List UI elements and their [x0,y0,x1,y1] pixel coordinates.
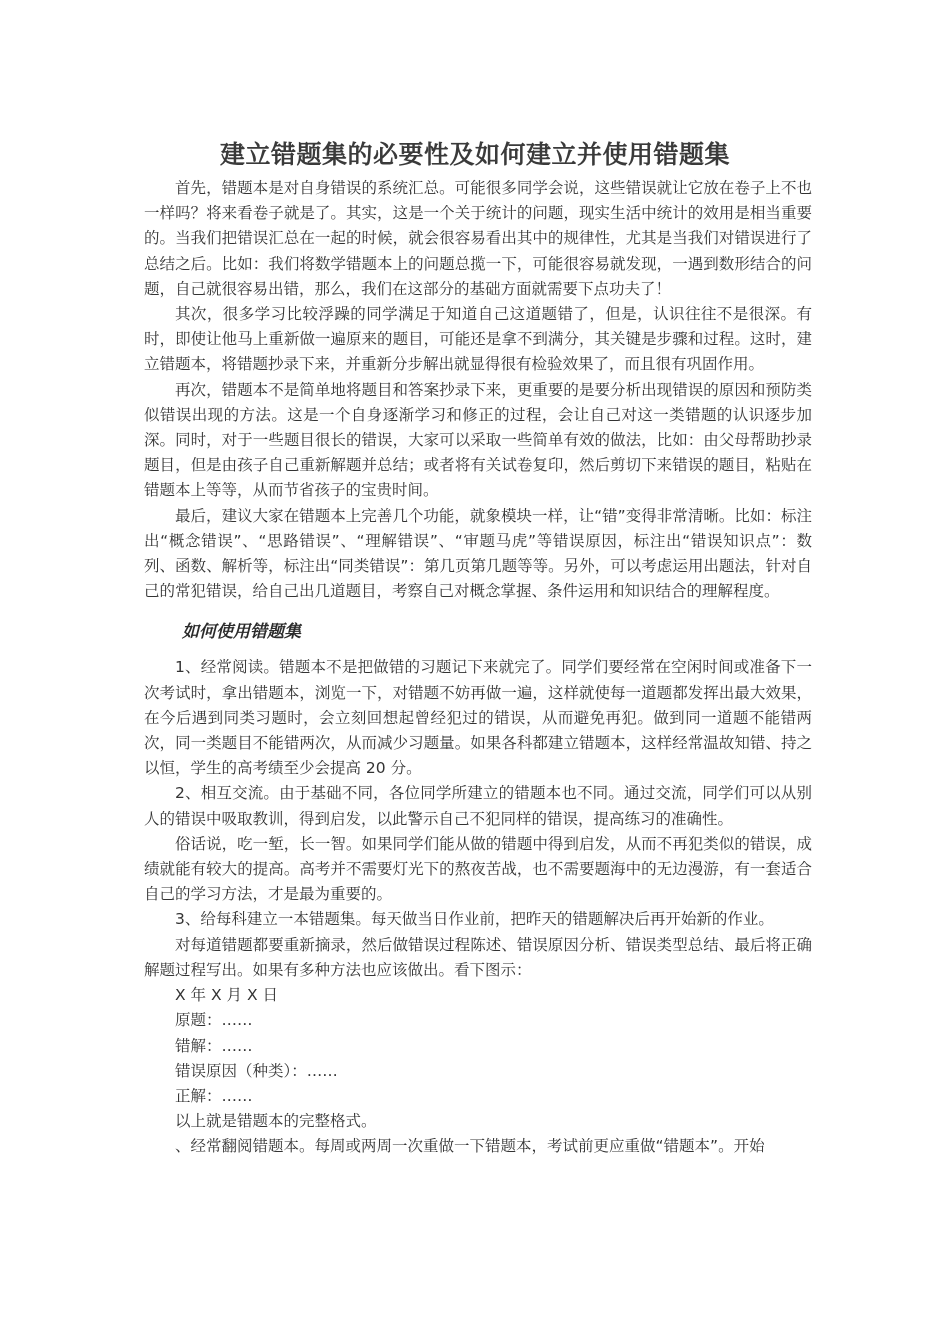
document-title: 建立错题集的必要性及如何建立并使用错题集 [219,140,730,169]
paragraph-first: 首先，错题本是对自身错误的系统汇总。可能很多同学会说，这些错误就让它放在卷子上不也一样吗？将来看卷子就是了。其实，这是一个关于统计的问题，现实生活中统计的效用是相当重要的。当我们把错误汇总在一起的时候，就会很容易看出其中的规律性，尤其是当我们对错误进行了总结之后。比如：我们将数学错题本上的问题总揽一下，可能很容易就发现，一遇到数形结合的问题，自己就很容易出错，那么，我们在这部分的基础方面就需要下点功夫了！ [144,179,812,298]
paragraph-per-subject: 3、给每科建立一本错题集。每天做当日作业前，把昨天的错题解决后再开始新的作业。 [175,910,774,929]
template-line-correct: 正解：…… [175,1086,253,1105]
paragraph-review: 、经常翻阅错题本。每周或两周一次重做一下错题本，考试前更应重做“错题本”。开始 [175,1137,765,1156]
template-line-wrong: 错解：…… [175,1036,253,1055]
paragraph-read-often: 1、经常阅读。错题本不是把做错的习题记下来就完了。同学们要经常在空闲时间或准备下一次考试时，拿出错题本，浏览一下，对错题不妨再做一遍，这样就使每一道题都发挥出最大效果，在今后遇到同类习题时，会立刻回想起曾经犯过的错误，从而避免再犯。做到同一道题不能错两次，同一类题目不能错两次，从而减少习题量。如果各科都建立错题本，这样经常温故知错、持之以恒，学生的高考绩至少会提高 20 分。 [144,658,812,778]
paragraph-exchange: 2、相互交流。由于基础不同，各位同学所建立的错题本也不同。通过交流，同学们可以从别人的错误中吸取教训，得到启发，以此警示自己不犯同样的错误，提高练习的准确性。 [144,784,812,828]
template-line-date: X 年 X 月 X 日 [175,986,278,1005]
template-line-summary: 以上就是错题本的完整格式。 [175,1112,377,1131]
paragraph-proverb: 俗话说，吃一堑，长一智。如果同学们能从做的错题中得到启发，从而不再犯类似的错误，成绩就能有较大的提高。高考并不需要灯光下的熬夜苦战，也不需要题海中的无边漫游，有一套适合自己的学习方法，才是最为重要的。 [144,834,812,904]
section-heading-how-to-use: 如何使用错题集 [182,622,301,643]
paragraph-fourth: 最后，建议大家在错题本上完善几个功能，就象模块一样，让“错”变得非常清晰。比如：标注出“概念错误”、“思路错误”、“理解错误”、“审题马虎”等错误原因，标注出“错误知识点”：数列、函数、解析等，标注出“同类错误”：第几页第几题等等。另外，可以考虑运用出题法，针对自己的常犯错误，给自己出几道题目，考察自己对概念掌握、条件运用和知识结合的理解程度。 [144,506,812,601]
paragraph-rewrite: 对每道错题都要重新摘录，然后做错误过程陈述、错误原因分析、错误类型总结、最后将正确解题过程写出。如果有多种方法也应该做出。看下图示： [144,935,812,979]
template-line-reason: 错误原因（种类）：…… [175,1061,338,1080]
document-body [144,176,812,1160]
paragraph-third: 再次，错题本不是简单地将题目和答案抄录下来，更重要的是要分析出现错误的原因和预防类似错误出现的方法。这是一个自身逐渐学习和修正的过程，会让自己对这一类错题的认识逐步加深。同时，对于一些题目很长的错误，大家可以采取一些简单有效的做法，比如：由父母帮助抄录题目，但是由孩子自己重新解题并总结；或者将有关试卷复印，然后剪切下来错误的题目，粘贴在错题本上等等，从而节省孩子的宝贵时间。 [144,380,812,500]
template-line-original: 原题：…… [175,1011,253,1030]
paragraph-second: 其次，很多学习比较浮躁的同学满足于知道自己这道题错了，但是，认识往往不是很深。有时，即使让他马上重新做一遍原来的题目，可能还是拿不到满分，其关键是步骤和过程。这时，建立错题本，将错题抄录下来，并重新分步解出就显得很有检验效果了，而且很有巩固作用。 [144,305,812,374]
